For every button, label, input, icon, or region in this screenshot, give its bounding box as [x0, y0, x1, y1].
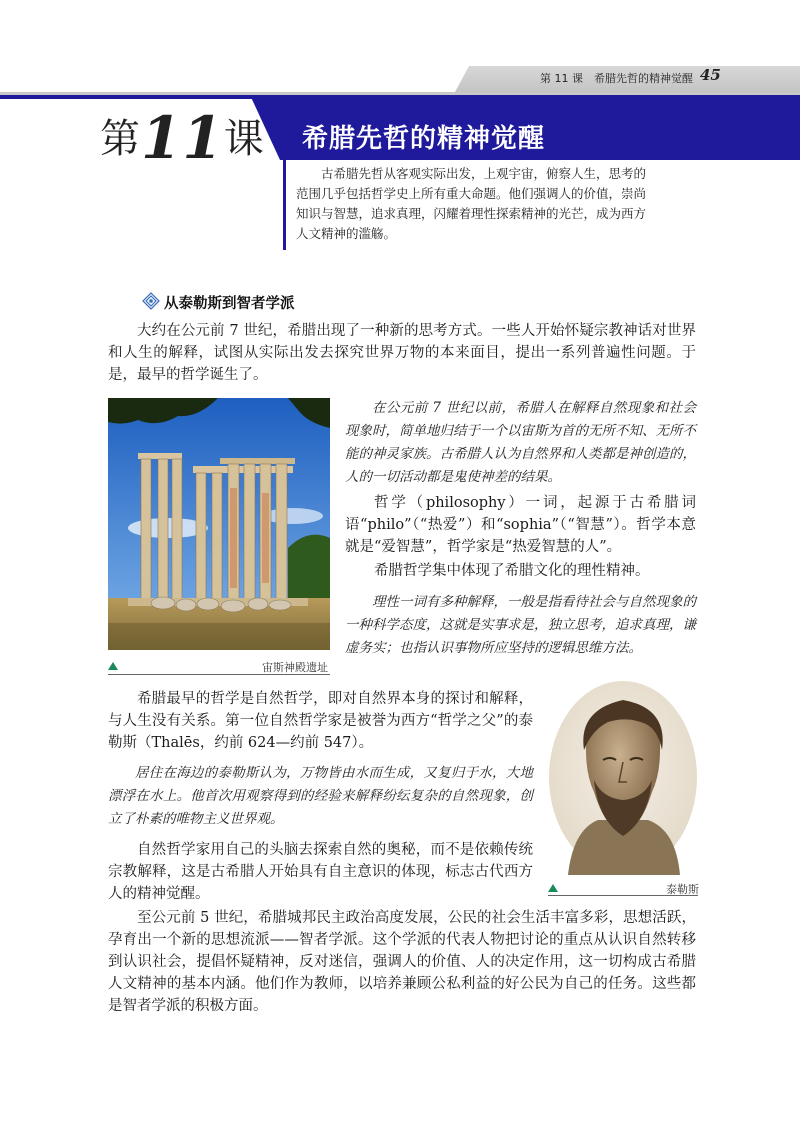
lesson-number — [100, 104, 265, 172]
section-title: 从泰勒斯到智者学派 — [164, 296, 295, 312]
thales-caption: 泰勒斯 — [666, 883, 699, 896]
page-number: 45 — [700, 66, 721, 84]
thales-bust-illustration — [548, 680, 698, 875]
thales-image — [548, 680, 698, 875]
sidebar-note-2: 理性一词有多种解释，一般是指看待社会与自然现象的一种科学态度，这就是实事求是，独立思考，追求真理，谦虚务实；也指认识事物所应坚持的逻辑思维方法。 — [345, 594, 696, 656]
caption-marker-icon-2 — [548, 884, 558, 892]
paragraph-philosophy: 哲学（philosophy）一词，起源于古希腊词语“philo”（“热爱”）和“sophia”（“智慧”）。哲学本意就是“爱智慧”，哲学家是“热爱智慧的人”。 — [345, 495, 696, 555]
paragraph-awakening: 自然哲学家用自己的头脑去探索自然的奥秘，而不是依赖传统宗教解释，这是古希腊人开始具有自主意识的体现，标志古代西方人的精神觉醒。 — [108, 842, 533, 902]
sidebar-note-3: 居住在海边的泰勒斯认为，万物皆由水而生成，又复归于水，大地漂浮在水上。他首次用观察得到的经验来解释纷纭复杂的自然现象，创立了朴素的唯物主义世界观。 — [108, 765, 533, 827]
temple-of-zeus-illustration — [108, 398, 330, 650]
sidebar-note-1: 在公元前 7 世纪以前，希腊人在解释自然现象和社会现象时，简单地归结于一个以宙斯为首的无所不知、无所不能的神灵家族。古希腊人认为自然界和人类都是神创造的，人的一切活动都是鬼使神差的结果。 — [345, 400, 696, 485]
temple-caption: 宙斯神殿遗址 — [262, 661, 328, 674]
title-band-left — [0, 95, 275, 99]
section-diamond-icon — [142, 292, 160, 310]
lesson-suffix: 课 — [223, 116, 265, 162]
lesson-title: 希腊先哲的精神觉醒 — [302, 124, 546, 154]
paragraph-rational: 希腊哲学集中体现了希腊文化的理性精神。 — [374, 563, 650, 579]
lesson-prefix: 第 — [100, 116, 141, 162]
running-head: 第 11 课 希腊先哲的精神觉醒 — [540, 72, 693, 85]
lesson-intro — [296, 164, 656, 244]
paragraph-sophists: 至公元前 5 世纪，希腊城邦民主政治高度发展，公民的社会生活丰富多彩，思想活跃，孕育出一个新的思想流派——智者学派。这个学派的代表人物把讨论的重点从认识自然转移到认识社会，提倡怀疑精神，反对迷信，强调人的价值、人的决定作用，这一切构成古希腊人文精神的基本内涵。他们作为教师，以培养兼顾公私利益的好公民为自己的任务。这些都是智者学派的积极方面。 — [108, 910, 696, 1014]
intro-border — [283, 158, 286, 250]
lesson-number-digits: 11 — [141, 104, 224, 172]
temple-image — [108, 398, 330, 650]
caption-marker-icon — [108, 662, 118, 670]
paragraph-1: 大约在公元前 7 世纪，希腊出现了一种新的思考方式。一些人开始怀疑宗教神话对世界和人生的解释，试图从实际出发去探究世界万物的本来面目，提出一系列普遍性问题。于是，最早的哲学诞生了。 — [108, 323, 696, 383]
intro-text: 古希腊先哲从客观实际出发，上观宇宙，俯察人生，思考的范围几乎包括哲学史上所有重大命题。他们强调人的价值，崇尚知识与智慧，追求真理，闪耀着理性探索精神的光芒，成为西方人文精神的滥觞。 — [296, 166, 647, 241]
paragraph-natural-philosophy: 希腊最早的哲学是自然哲学，即对自然界本身的探讨和解释，与人生没有关系。第一位自然哲学家是被誉为西方“哲学之父”的泰勒斯（Thalēs，约前 624—约前 547）。 — [108, 691, 533, 751]
